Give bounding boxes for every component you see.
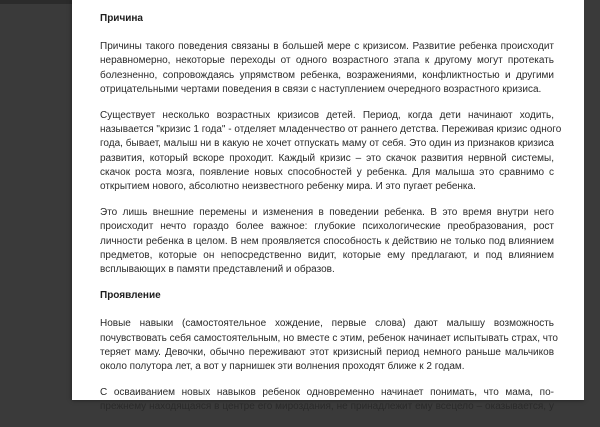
text-line: Существует несколько возрастных кризисов детей. Период, когда дети начинают ходить,: [100, 110, 554, 122]
text-line: открытием нового, абсолютно неизвестного ребенку мира. И это пугает ребенка.: [100, 181, 476, 193]
text-line: всплывающих в памяти представлений и образов.: [100, 264, 335, 276]
paragraph-4: [100, 317, 558, 374]
text-line: предметов, которые он непосредственно видит, которые ему предлагают, и под влиянием: [100, 249, 554, 261]
text-line: года, бывает, малыш ни в какую не хочет отпускать маму от себя. Это один из признаков кризиса: [100, 138, 554, 150]
paragraph-3: [100, 206, 554, 277]
text-line: скачок роста мозга, появление новых способностей у ребенка. Для малыша это сравнимо с: [100, 166, 554, 178]
text-line: теряет маму. Девочки, обычно переживают этот кризисный период немного раньше мальчиков: [100, 346, 554, 358]
text-line: личности ребенка в целом. В нем проявляется способность к действию не только под влиянием: [100, 235, 554, 247]
paragraph-1: [100, 40, 554, 97]
text-line: Новые навыки (самостоятельное хождение, первые слова) дают малышу возможность: [100, 318, 554, 330]
text-line: отрицательными чертами поведения в связи с наступлением очередного возрастного кризиса.: [100, 83, 542, 95]
document-page: [72, 0, 584, 413]
section-heading-manifestation: Проявление: [100, 290, 161, 302]
paragraph-2: [100, 109, 562, 194]
page-content: [100, 12, 562, 427]
text-line: Причины такого поведения связаны в большей мере с кризисом. Развитие ребенка происходит: [100, 41, 554, 53]
text-line: около полутора лет, а вот у парнишек эти волнения проходят ближе к 2 годам.: [100, 361, 465, 373]
text-line: называется "кризис 1 года" - отделяет младенчество от раннего детства. Переживая кризис одного: [100, 124, 562, 136]
paragraph-5: [100, 386, 554, 414]
text-line: происходит нечто гораздо более важное: глубокие психологические преобразования, рост: [100, 221, 554, 233]
text-line: С осваиванием новых навыков ребенок одновременно начинает понимать, что мама, по-: [100, 387, 554, 399]
viewer-right-gutter: [584, 0, 600, 400]
text-line: развития, который вскоре проходит. Каждый кризис – это скачок развития нервной системы,: [100, 152, 554, 164]
text-line: болезненно, сопровождаясь упрямством ребенка, возражениями, конфликтностью и другими: [100, 69, 554, 81]
text-line: неравномерно, некоторые переходы от одного возрастного этапа к другому могут протекать: [100, 55, 554, 67]
section-heading-cause: Причина: [100, 13, 143, 24]
text-line: почувствовать себя самостоятельным, но вместе с этим, ребенок начинает испытывать страх, что: [100, 332, 558, 344]
text-line: прежнему находящаяся в центре его мироздания, не принадлежит ему всецело – оказывается, у: [100, 401, 554, 413]
text-line: Это лишь внешние перемены и изменения в поведении ребенка. В это время внутри него: [100, 207, 554, 219]
